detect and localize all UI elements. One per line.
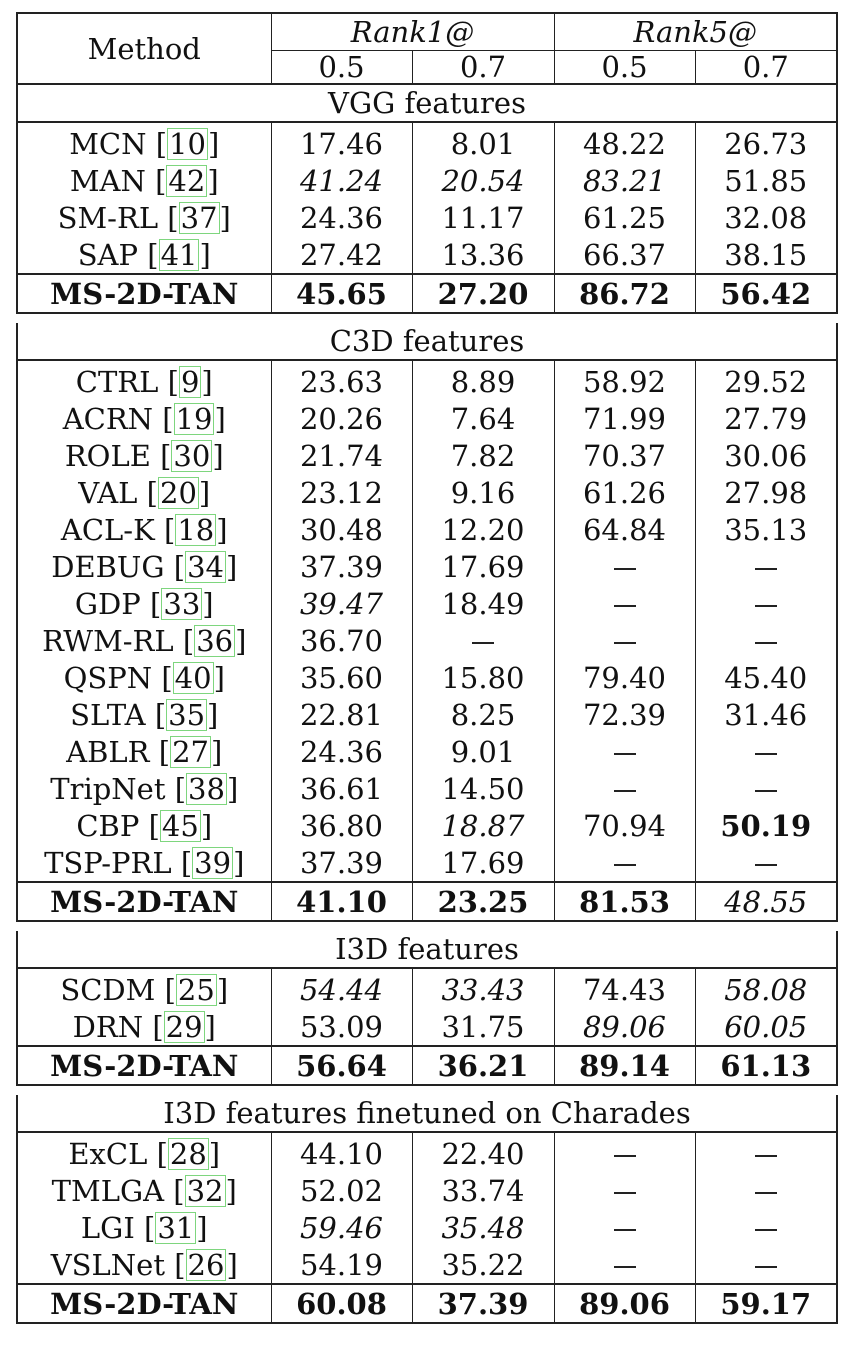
method-cell: TMLGA [32] bbox=[17, 1172, 271, 1209]
citation-link[interactable]: 37 bbox=[180, 200, 218, 235]
value-cell: 89.06 bbox=[554, 1008, 695, 1046]
results-table-body bbox=[17, 13, 837, 1323]
value-cell: 23.25 bbox=[412, 882, 554, 921]
dash-placeholder bbox=[614, 605, 636, 607]
value-cell: 50.19 bbox=[695, 807, 837, 844]
value-cell bbox=[554, 548, 695, 585]
table-row bbox=[17, 360, 837, 400]
method-name: QSPN bbox=[63, 660, 162, 695]
citation-link[interactable]: 39 bbox=[194, 845, 232, 880]
dash-placeholder bbox=[755, 1266, 777, 1268]
method-name: ROLE bbox=[64, 438, 161, 473]
method-name: MAN bbox=[69, 163, 156, 198]
method-name: CBP bbox=[76, 808, 149, 843]
value-cell: 33.43 bbox=[412, 968, 554, 1008]
best-result-row bbox=[17, 882, 837, 921]
method-cell: ExCL [28] bbox=[17, 1132, 271, 1172]
citation-link[interactable]: 31 bbox=[157, 1210, 195, 1245]
method-cell: SLTA [35] bbox=[17, 696, 271, 733]
method-cell: SAP [41] bbox=[17, 236, 271, 274]
table-row bbox=[17, 585, 837, 622]
table-row bbox=[17, 199, 837, 236]
value-cell: 41.24 bbox=[271, 162, 412, 199]
threshold-header: 0.7 bbox=[412, 51, 554, 85]
value-cell: 56.64 bbox=[271, 1046, 412, 1085]
value-cell: 32.08 bbox=[695, 199, 837, 236]
citation-link[interactable]: 38 bbox=[188, 771, 225, 806]
section-gap-cell bbox=[17, 313, 837, 323]
method-name: GDP bbox=[74, 586, 151, 621]
value-cell: 35.13 bbox=[695, 511, 837, 548]
threshold-header: 0.5 bbox=[554, 51, 695, 85]
rank5-header bbox=[554, 13, 837, 51]
value-cell bbox=[554, 844, 695, 882]
method-cell: CTRL [9] bbox=[17, 360, 271, 400]
value-cell: 83.21 bbox=[554, 162, 695, 199]
value-cell: 20.26 bbox=[271, 400, 412, 437]
value-cell: 48.22 bbox=[554, 122, 695, 162]
method-cell: QSPN [40] bbox=[17, 659, 271, 696]
citation-link[interactable]: 42 bbox=[168, 163, 206, 198]
method-cell: MAN [42] bbox=[17, 162, 271, 199]
dash-placeholder bbox=[755, 1155, 777, 1157]
value-cell: 26.73 bbox=[695, 122, 837, 162]
dash-placeholder bbox=[614, 642, 636, 644]
table-row bbox=[17, 622, 837, 659]
method-cell: MCN [10] bbox=[17, 122, 271, 162]
value-cell: 20.54 bbox=[412, 162, 554, 199]
value-cell: 36.61 bbox=[271, 770, 412, 807]
method-name: CTRL bbox=[75, 364, 168, 399]
value-cell: 23.63 bbox=[271, 360, 412, 400]
section-title-row bbox=[17, 323, 837, 360]
citation-link[interactable]: 33 bbox=[163, 586, 201, 621]
table-row bbox=[17, 1008, 837, 1046]
value-cell: 17.69 bbox=[412, 548, 554, 585]
value-cell bbox=[695, 1172, 837, 1209]
table-row bbox=[17, 968, 837, 1008]
citation-link[interactable]: 35 bbox=[168, 697, 206, 732]
value-cell: 30.06 bbox=[695, 437, 837, 474]
citation-link[interactable]: 10 bbox=[169, 126, 206, 161]
value-cell: 70.94 bbox=[554, 807, 695, 844]
value-cell bbox=[554, 1209, 695, 1246]
best-result-row bbox=[17, 274, 837, 313]
value-cell bbox=[554, 585, 695, 622]
value-cell: 18.49 bbox=[412, 585, 554, 622]
value-cell: 60.08 bbox=[271, 1284, 412, 1323]
citation-link[interactable]: 30 bbox=[173, 438, 211, 473]
value-cell bbox=[554, 622, 695, 659]
method-name: ExCL bbox=[68, 1136, 157, 1171]
method-cell: RWM-RL [36] bbox=[17, 622, 271, 659]
section-title: I3D features bbox=[17, 931, 837, 968]
method-name: RWM-RL bbox=[42, 623, 183, 658]
dash-placeholder bbox=[755, 642, 777, 644]
value-cell: 27.98 bbox=[695, 474, 837, 511]
value-cell: 51.85 bbox=[695, 162, 837, 199]
value-cell: 36.80 bbox=[271, 807, 412, 844]
table-row bbox=[17, 162, 837, 199]
section-title: I3D features finetuned on Charades bbox=[17, 1095, 837, 1132]
value-cell bbox=[695, 844, 837, 882]
dash-placeholder bbox=[472, 642, 494, 644]
best-result-row bbox=[17, 1046, 837, 1085]
method-name: DEBUG bbox=[51, 549, 174, 584]
table-row bbox=[17, 511, 837, 548]
table-row bbox=[17, 437, 837, 474]
value-cell: 58.08 bbox=[695, 968, 837, 1008]
method-cell: MS-2D-TAN bbox=[17, 1284, 271, 1323]
value-cell bbox=[695, 733, 837, 770]
value-cell: 71.99 bbox=[554, 400, 695, 437]
table-row bbox=[17, 236, 837, 274]
method-cell: GDP [33] bbox=[17, 585, 271, 622]
value-cell: 12.20 bbox=[412, 511, 554, 548]
value-cell: 74.43 bbox=[554, 968, 695, 1008]
citation-link[interactable]: 41 bbox=[160, 237, 198, 272]
value-cell bbox=[554, 1172, 695, 1209]
table-row bbox=[17, 844, 837, 882]
value-cell: 61.25 bbox=[554, 199, 695, 236]
value-cell bbox=[554, 1132, 695, 1172]
method-header: Method bbox=[17, 13, 271, 84]
threshold-header: 0.5 bbox=[271, 51, 412, 85]
dash-placeholder bbox=[614, 1192, 636, 1194]
value-cell: 7.82 bbox=[412, 437, 554, 474]
method-name: TMLGA bbox=[51, 1173, 174, 1208]
method-name: SM-RL bbox=[57, 200, 168, 235]
value-cell: 37.39 bbox=[271, 548, 412, 585]
dash-placeholder bbox=[614, 1266, 636, 1268]
value-cell: 14.50 bbox=[412, 770, 554, 807]
dash-placeholder bbox=[755, 605, 777, 607]
citation-link[interactable]: 20 bbox=[160, 475, 197, 510]
section-title: VGG features bbox=[17, 84, 837, 122]
section-gap-cell bbox=[17, 1085, 837, 1095]
value-cell: 36.21 bbox=[412, 1046, 554, 1085]
citation-link[interactable]: 45 bbox=[161, 808, 199, 843]
section-gap bbox=[17, 1085, 837, 1095]
results-table-container bbox=[16, 12, 836, 1324]
method-cell: LGI [31] bbox=[17, 1209, 271, 1246]
table-row bbox=[17, 474, 837, 511]
value-cell: 39.47 bbox=[271, 585, 412, 622]
table-row bbox=[17, 1246, 837, 1284]
value-cell bbox=[554, 770, 695, 807]
method-cell: ACRN [19] bbox=[17, 400, 271, 437]
value-cell bbox=[695, 548, 837, 585]
citation-link[interactable]: 36 bbox=[196, 623, 234, 658]
results-table bbox=[16, 12, 838, 1324]
table-row bbox=[17, 733, 837, 770]
citation-link[interactable]: 25 bbox=[177, 972, 215, 1007]
value-cell: 61.26 bbox=[554, 474, 695, 511]
dash-placeholder bbox=[614, 1155, 636, 1157]
value-cell: 44.10 bbox=[271, 1132, 412, 1172]
value-cell: 8.89 bbox=[412, 360, 554, 400]
method-name: LGI bbox=[80, 1210, 145, 1245]
table-row bbox=[17, 122, 837, 162]
value-cell: 38.15 bbox=[695, 236, 837, 274]
dash-placeholder bbox=[755, 753, 777, 755]
method-name: ACL-K bbox=[60, 512, 164, 547]
value-cell: 37.39 bbox=[412, 1284, 554, 1323]
value-cell: 45.65 bbox=[271, 274, 412, 313]
value-cell bbox=[554, 1246, 695, 1284]
section-gap bbox=[17, 921, 837, 931]
value-cell: 41.10 bbox=[271, 882, 412, 921]
section-title: C3D features bbox=[17, 323, 837, 360]
value-cell: 54.44 bbox=[271, 968, 412, 1008]
method-cell: VSLNet [26] bbox=[17, 1246, 271, 1284]
method-cell: ROLE [30] bbox=[17, 437, 271, 474]
method-cell: DEBUG [34] bbox=[17, 548, 271, 585]
section-gap-cell bbox=[17, 921, 837, 931]
value-cell: 8.01 bbox=[412, 122, 554, 162]
dash-placeholder bbox=[755, 790, 777, 792]
best-result-row bbox=[17, 1284, 837, 1323]
value-cell: 27.79 bbox=[695, 400, 837, 437]
method-name: DRN bbox=[72, 1009, 153, 1044]
method-cell: VAL [20] bbox=[17, 474, 271, 511]
method-name: VSLNet bbox=[50, 1247, 175, 1282]
method-name: SAP bbox=[77, 237, 148, 272]
header-row-groups bbox=[17, 13, 837, 51]
value-cell bbox=[554, 733, 695, 770]
value-cell: 89.06 bbox=[554, 1284, 695, 1323]
dash-placeholder bbox=[755, 1229, 777, 1231]
value-cell: 59.46 bbox=[271, 1209, 412, 1246]
value-cell: 31.75 bbox=[412, 1008, 554, 1046]
rank5-header-text: Rank5@ bbox=[633, 15, 757, 49]
value-cell: 37.39 bbox=[271, 844, 412, 882]
value-cell: 81.53 bbox=[554, 882, 695, 921]
value-cell: 35.48 bbox=[412, 1209, 554, 1246]
citation-link[interactable]: 32 bbox=[186, 1173, 224, 1208]
citation-link[interactable]: 26 bbox=[187, 1247, 225, 1282]
value-cell: 15.80 bbox=[412, 659, 554, 696]
citation-link[interactable]: 28 bbox=[169, 1136, 207, 1171]
value-cell: 35.60 bbox=[271, 659, 412, 696]
dash-placeholder bbox=[614, 790, 636, 792]
value-cell: 70.37 bbox=[554, 437, 695, 474]
value-cell: 89.14 bbox=[554, 1046, 695, 1085]
value-cell: 58.92 bbox=[554, 360, 695, 400]
value-cell: 52.02 bbox=[271, 1172, 412, 1209]
value-cell: 30.48 bbox=[271, 511, 412, 548]
value-cell: 72.39 bbox=[554, 696, 695, 733]
section-title-row bbox=[17, 84, 837, 122]
table-row bbox=[17, 770, 837, 807]
table-row bbox=[17, 1172, 837, 1209]
method-name: ABLR bbox=[66, 734, 159, 769]
section-title-row bbox=[17, 1095, 837, 1132]
method-name: SLTA bbox=[70, 697, 155, 732]
dash-placeholder bbox=[614, 864, 636, 866]
citation-link[interactable]: 9 bbox=[180, 364, 200, 399]
value-cell: 24.36 bbox=[271, 199, 412, 236]
table-row bbox=[17, 1209, 837, 1246]
value-cell: 11.17 bbox=[412, 199, 554, 236]
method-cell: DRN [29] bbox=[17, 1008, 271, 1046]
value-cell: 86.72 bbox=[554, 274, 695, 313]
table-row bbox=[17, 548, 837, 585]
citation-link[interactable]: 29 bbox=[165, 1009, 203, 1044]
value-cell: 18.87 bbox=[412, 807, 554, 844]
value-cell: 9.16 bbox=[412, 474, 554, 511]
value-cell: 13.36 bbox=[412, 236, 554, 274]
threshold-header: 0.7 bbox=[695, 51, 837, 85]
method-cell: CBP [45] bbox=[17, 807, 271, 844]
table-row bbox=[17, 659, 837, 696]
dash-placeholder bbox=[755, 1192, 777, 1194]
value-cell: 22.81 bbox=[271, 696, 412, 733]
value-cell: 29.52 bbox=[695, 360, 837, 400]
value-cell: 61.13 bbox=[695, 1046, 837, 1085]
value-cell: 35.22 bbox=[412, 1246, 554, 1284]
value-cell: 48.55 bbox=[695, 882, 837, 921]
value-cell: 54.19 bbox=[271, 1246, 412, 1284]
method-name: SCDM bbox=[60, 972, 165, 1007]
value-cell: 79.40 bbox=[554, 659, 695, 696]
value-cell: 64.84 bbox=[554, 511, 695, 548]
value-cell: 36.70 bbox=[271, 622, 412, 659]
dash-placeholder bbox=[755, 568, 777, 570]
dash-placeholder bbox=[755, 864, 777, 866]
value-cell: 24.36 bbox=[271, 733, 412, 770]
value-cell: 66.37 bbox=[554, 236, 695, 274]
citation-link[interactable]: 40 bbox=[174, 660, 212, 695]
value-cell bbox=[695, 1132, 837, 1172]
dash-placeholder bbox=[614, 753, 636, 755]
value-cell: 27.42 bbox=[271, 236, 412, 274]
value-cell: 45.40 bbox=[695, 659, 837, 696]
table-row bbox=[17, 807, 837, 844]
method-cell: MS-2D-TAN bbox=[17, 1046, 271, 1085]
value-cell: 17.46 bbox=[271, 122, 412, 162]
method-cell: ACL-K [18] bbox=[17, 511, 271, 548]
method-cell: SM-RL [37] bbox=[17, 199, 271, 236]
value-cell: 53.09 bbox=[271, 1008, 412, 1046]
value-cell: 22.40 bbox=[412, 1132, 554, 1172]
value-cell: 21.74 bbox=[271, 437, 412, 474]
citation-link[interactable]: 19 bbox=[175, 401, 213, 436]
method-name: TSP-PRL bbox=[44, 845, 181, 880]
value-cell bbox=[695, 622, 837, 659]
value-cell: 7.64 bbox=[412, 400, 554, 437]
value-cell: 33.74 bbox=[412, 1172, 554, 1209]
citation-link[interactable]: 34 bbox=[187, 549, 224, 584]
method-cell: MS-2D-TAN bbox=[17, 882, 271, 921]
value-cell: 59.17 bbox=[695, 1284, 837, 1323]
citation-link[interactable]: 27 bbox=[172, 734, 209, 769]
rank1-header-text: Rank1@ bbox=[350, 15, 475, 49]
value-cell: 8.25 bbox=[412, 696, 554, 733]
table-row bbox=[17, 400, 837, 437]
value-cell: 27.20 bbox=[412, 274, 554, 313]
section-gap bbox=[17, 313, 837, 323]
value-cell bbox=[695, 1246, 837, 1284]
value-cell: 9.01 bbox=[412, 733, 554, 770]
dash-placeholder bbox=[614, 568, 636, 570]
value-cell bbox=[695, 585, 837, 622]
table-row bbox=[17, 1132, 837, 1172]
section-title-row bbox=[17, 931, 837, 968]
table-row bbox=[17, 696, 837, 733]
value-cell bbox=[412, 622, 554, 659]
method-name: TripNet bbox=[50, 771, 175, 806]
value-cell: 31.46 bbox=[695, 696, 837, 733]
method-cell: TSP-PRL [39] bbox=[17, 844, 271, 882]
value-cell: 17.69 bbox=[412, 844, 554, 882]
method-cell: SCDM [25] bbox=[17, 968, 271, 1008]
method-name: MCN bbox=[69, 126, 156, 161]
value-cell bbox=[695, 770, 837, 807]
rank1-header bbox=[271, 13, 554, 51]
value-cell: 60.05 bbox=[695, 1008, 837, 1046]
value-cell bbox=[695, 1209, 837, 1246]
citation-link[interactable]: 18 bbox=[177, 512, 215, 547]
method-name: ACRN bbox=[62, 401, 163, 436]
method-cell: TripNet [38] bbox=[17, 770, 271, 807]
method-cell: ABLR [27] bbox=[17, 733, 271, 770]
dash-placeholder bbox=[614, 1229, 636, 1231]
method-cell: MS-2D-TAN bbox=[17, 274, 271, 313]
value-cell: 23.12 bbox=[271, 474, 412, 511]
method-name: VAL bbox=[78, 475, 147, 510]
value-cell: 56.42 bbox=[695, 274, 837, 313]
